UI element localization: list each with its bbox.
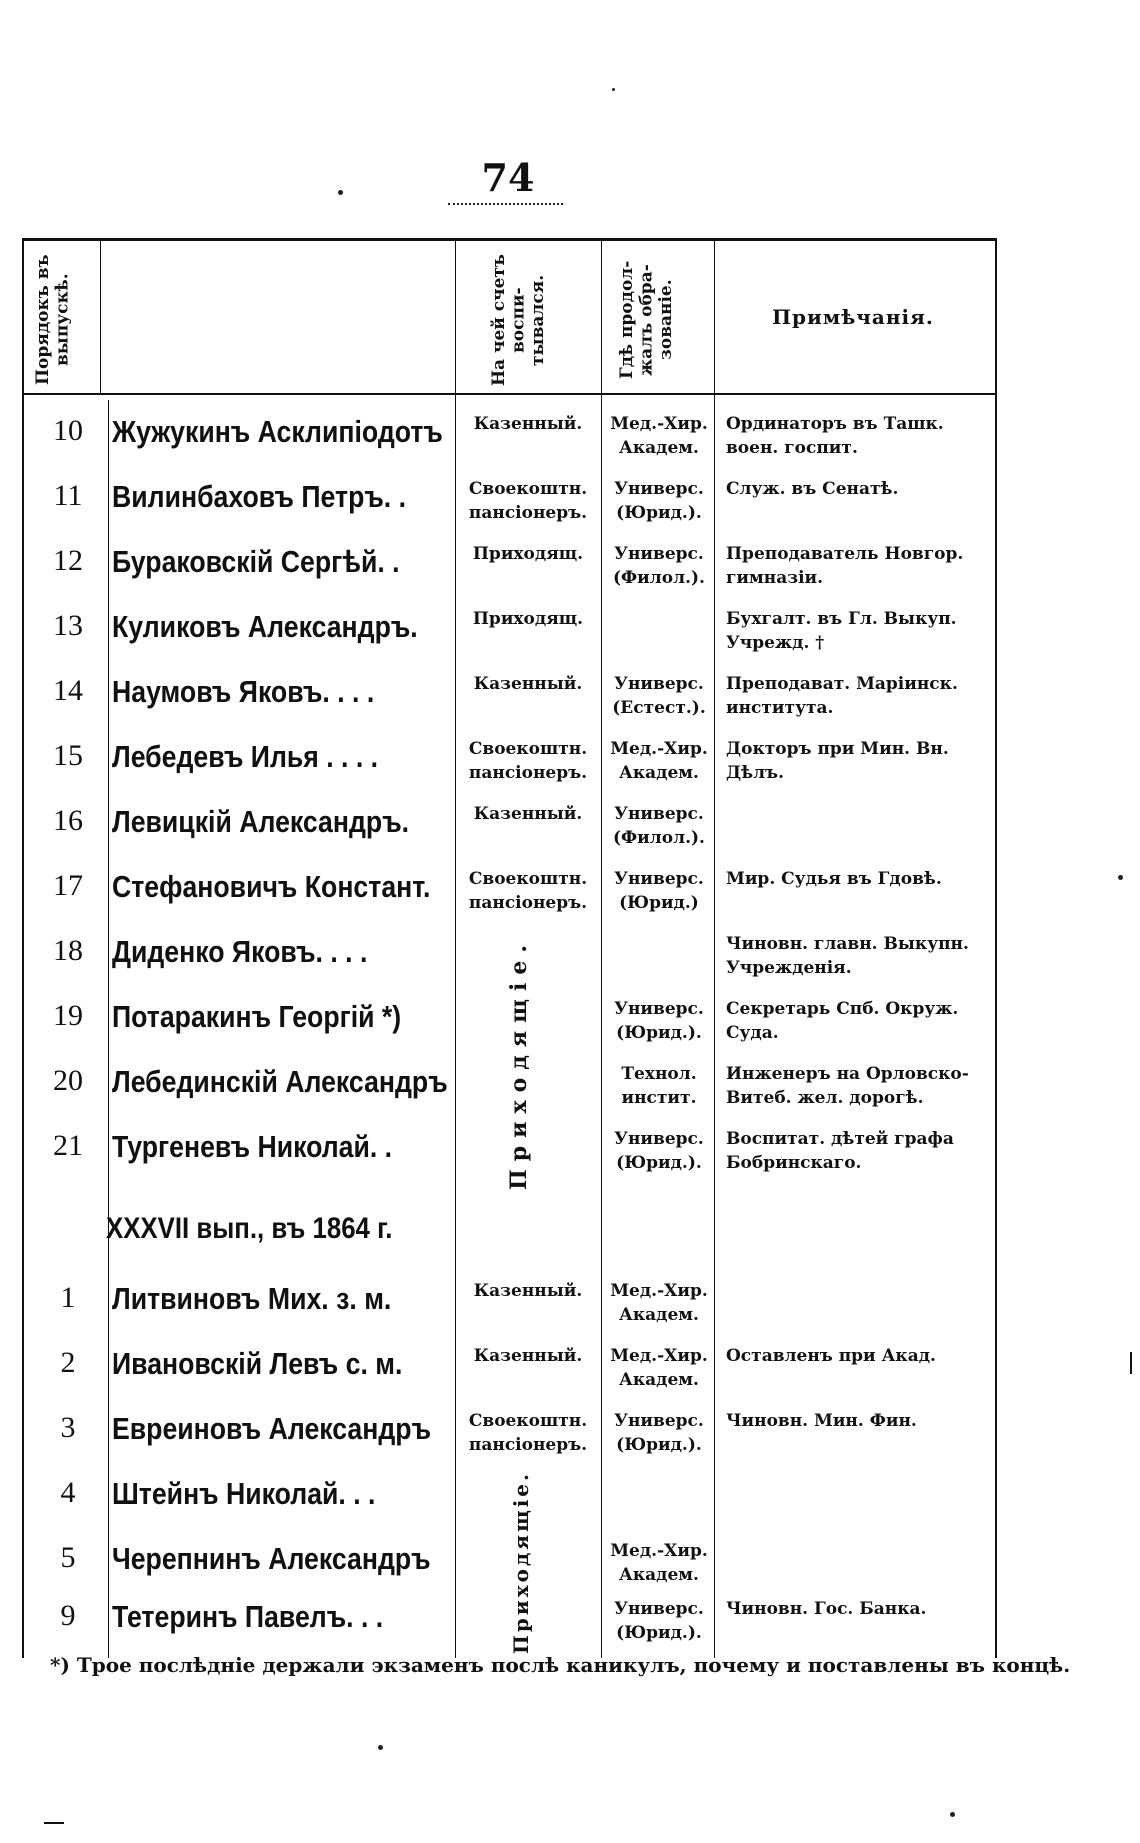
speck [1118, 875, 1123, 880]
student-name: Штейнъ Николай. . . [112, 1476, 376, 1511]
scan-mark [44, 1822, 64, 1824]
remark: Докторъ при Мин. Вн. Дѣлъ. [726, 739, 949, 783]
further-education: Мед.-Хир. Академ. [610, 414, 708, 458]
table-row [0, 863, 1140, 929]
student-name: Евреиновъ Александръ [112, 1411, 432, 1446]
table-row [0, 1123, 1140, 1189]
speck [378, 1745, 383, 1750]
account-type: Казенный. [473, 414, 583, 434]
student-name: Тургеневъ Николай. . [112, 1129, 393, 1164]
student-name: Наумовъ Яковъ. . . . [112, 674, 375, 709]
row-number: 12 [53, 544, 83, 577]
account-type: Своекоштн. пансіонеръ. [468, 479, 588, 523]
remark: Преподаватель Новгор. гимназіи. [726, 544, 964, 588]
student-name: Литвиновъ Мих. з. м. [112, 1281, 392, 1316]
further-education: Технол. инстит. [621, 1064, 697, 1108]
student-name: Ивановскій Левъ с. м. [112, 1346, 403, 1381]
header-bottom-rule [22, 393, 997, 395]
table-row [0, 993, 1140, 1059]
student-name: Стефановичъ Констант. [112, 869, 431, 904]
remark: Преподават. Маріинск. института. [726, 674, 958, 718]
account-type: Казенный. [473, 1346, 583, 1366]
row-number: 5 [60, 1541, 76, 1574]
row-number: 16 [53, 804, 83, 837]
order-column-rule [100, 238, 101, 394]
speck [612, 88, 615, 91]
table-row [0, 1275, 1140, 1341]
further-education: Универс. (Юрид.). [614, 479, 704, 523]
further-education: Универс. (Юрид.). [614, 1411, 704, 1455]
table-row [0, 1340, 1140, 1406]
row-number: 15 [53, 739, 83, 772]
remark: Ординаторъ въ Ташк. воен. госпит. [726, 414, 944, 458]
row-number: 4 [60, 1476, 76, 1509]
student-name: Вилинбаховъ Петръ. . [112, 479, 407, 514]
table-row [0, 1535, 1140, 1601]
further-education: Мед.-Хир. Академ. [610, 1346, 708, 1390]
student-name: Левицкій Александръ. [112, 804, 410, 839]
further-education: Мед.-Хир. Академ. [610, 739, 708, 783]
section-heading: XXXVII вып., въ 1864 г. [106, 1212, 393, 1245]
remark: Секретарь Спб. Окруж. Суда. [726, 999, 959, 1043]
row-number: 20 [53, 1064, 83, 1097]
account-type: Приходящ. [472, 609, 584, 629]
further-education: Универс. (Юрид.). [614, 1129, 704, 1173]
scan-mark [1130, 1352, 1132, 1374]
speck [950, 1812, 955, 1817]
further-education: Универс. (Юрид.). [614, 999, 704, 1043]
account-type: Казенный. [473, 1281, 583, 1301]
account-type: Казенный. [473, 674, 583, 694]
table-row [0, 1593, 1140, 1659]
account-type: Казенный. [473, 804, 583, 824]
remark: Чиновн. Гос. Банка. [726, 1599, 927, 1619]
table-row [0, 603, 1140, 669]
header-education: Гдѣ продол- жалъ обра- зованіе. [617, 260, 677, 380]
account-type: Своекоштн. пансіонеръ. [468, 869, 588, 913]
row-number: 10 [53, 414, 83, 447]
further-education: Универс. (Естест.). [612, 674, 706, 718]
table-row [0, 473, 1140, 539]
further-education: Мед.-Хир. Академ. [610, 1281, 708, 1325]
remark: Воспитат. дѣтей графа Бобринскаго. [726, 1129, 954, 1173]
student-name: Бураковскій Сергѣй. . [112, 544, 400, 579]
remark: Служ. въ Сенатѣ. [726, 479, 899, 499]
row-number: 13 [53, 609, 83, 642]
student-name: Потаракинъ Георгій *) [112, 999, 402, 1034]
further-education: Универс. (Юрид.). [614, 1599, 704, 1643]
account-type: Приходящ. [472, 544, 584, 564]
table-row [0, 1405, 1140, 1471]
row-number: 1 [60, 1281, 76, 1314]
student-name: Черепнинъ Александръ [112, 1541, 431, 1576]
remark: Чиновн. Мин. Фин. [726, 1411, 917, 1431]
row-number: 21 [53, 1129, 83, 1162]
header-remarks: Примѣчанія. [772, 305, 934, 329]
account-type: Своекоштн. пансіонеръ. [468, 1411, 588, 1455]
remark: Оставленъ при Акад. [726, 1346, 936, 1366]
student-name: Лебединскій Александръ [112, 1064, 448, 1099]
remark: Мир. Судья въ Гдовѣ. [726, 869, 942, 889]
page-number-underline [448, 203, 563, 205]
page-number: 74 [481, 155, 535, 200]
student-name: Куликовъ Александръ. [112, 609, 418, 644]
header-order: Порядокъ въ выпускѣ. [33, 254, 73, 386]
row-number: 9 [60, 1599, 76, 1632]
remark: Инженеръ на Орловско-Витеб. жел. дорогѣ. [726, 1064, 969, 1108]
student-name: Лебедевъ Илья . . . . [112, 739, 379, 774]
table-row [0, 1470, 1140, 1536]
table-row [0, 668, 1140, 734]
table-row [0, 798, 1140, 864]
group-label-day-students: Приходящіе. [506, 937, 532, 1190]
account-type: Своекоштн. пансіонеръ. [468, 739, 588, 783]
row-number: 17 [53, 869, 83, 902]
row-number: 18 [53, 934, 83, 967]
remark: Чиновн. главн. Выкупн. Учрежденія. [726, 934, 969, 978]
remark: Бухгалт. въ Гл. Выкуп. Учрежд. † [726, 609, 957, 653]
further-education: Универс. (Филол.). [613, 544, 705, 588]
row-number: 19 [53, 999, 83, 1032]
row-number: 3 [60, 1411, 76, 1444]
group-label-day-students-2: Приходящіе. [509, 1471, 533, 1654]
student-name: Диденко Яковъ. . . . [112, 934, 368, 969]
table-row [0, 928, 1140, 994]
table-row [0, 538, 1140, 604]
row-number: 14 [53, 674, 83, 707]
table-row [0, 408, 1140, 474]
row-number: 11 [53, 479, 83, 512]
table-row [0, 733, 1140, 799]
further-education: Мед.-Хир. Академ. [610, 1541, 708, 1585]
speck [338, 190, 343, 195]
table-row [0, 1058, 1140, 1124]
student-name: Жужукинъ Асклипіодотъ [112, 414, 443, 449]
further-education: Универс. (Юрид.) [614, 869, 704, 913]
table-top-rule [22, 238, 997, 241]
student-name: Тетеринъ Павелъ. . . [112, 1599, 384, 1634]
further-education: Универс. (Филол.). [613, 804, 705, 848]
row-number: 2 [60, 1346, 76, 1379]
footnote: *) Трое послѣдніе держали экзаменъ послѣ каникулъ, почему и поставлены въ концѣ. [50, 1653, 1071, 1677]
header-account: На чей счетъ воспи- тывался. [489, 254, 549, 386]
